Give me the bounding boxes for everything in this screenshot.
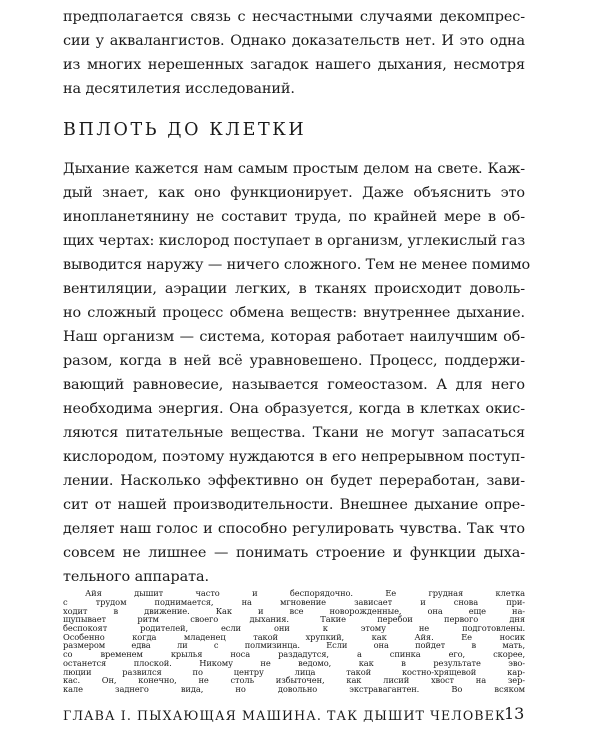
section-heading: ВПЛОТЬ ДО КЛЕТКИ bbox=[63, 120, 307, 140]
text-line: Дыхание кажется нам самым простым делом на свете. Каж- bbox=[63, 161, 525, 177]
text-line: инопланетянину не составит труда, по крайней мере в об- bbox=[63, 209, 525, 225]
text-line: лении. Насколько эффективно он будет переработан, зави- bbox=[63, 473, 525, 489]
text-line: щих чертах: кислород поступает в организм, углекислый газ bbox=[63, 233, 526, 249]
text-line: Айя дышит часто и беспорядочно. Ее грудная клетка bbox=[85, 588, 525, 598]
text-line: но сложный процесс обмена веществ: внутреннее дыхание. bbox=[63, 305, 525, 321]
text-line: сии у аквалангистов. Однако доказательств нет. И это одна bbox=[63, 33, 525, 49]
text-line: Наш организм — система, которая работает наилучшим об- bbox=[63, 329, 525, 345]
text-line: предполагается связь с несчастными случаями декомпрес- bbox=[63, 9, 525, 25]
text-line: Особенно когда младенец такой хрупкий, как Айя. Ее носик bbox=[63, 631, 525, 642]
text-line: совсем не лишнее — понимать строение и функции дыха- bbox=[63, 545, 525, 561]
text-line: кас. Он, конечно, не столь избыточен, как лисий хвост на зер- bbox=[63, 675, 525, 686]
text-line: необходима энергия. Она образуется, когда в клетках окис- bbox=[63, 401, 525, 417]
text-line: дый знает, как оно функционирует. Даже объяснить это bbox=[63, 185, 525, 201]
text-line: вентиляции, аэрации легких, в тканях происходит доволь- bbox=[63, 281, 525, 297]
text-line: ходит в движение. Как и все новорожденные, она еще на- bbox=[63, 605, 525, 616]
text-line: люции развился по центру лица такой костно-хрящевой кар- bbox=[63, 666, 525, 677]
text-line: разом, когда в ней всё уравновешено. Процесс, поддержи- bbox=[63, 353, 525, 369]
text-line: сит от нашей производительности. Внешнее дыхание опре- bbox=[63, 497, 525, 513]
page-number: 13 bbox=[504, 704, 525, 723]
text-line: вающий равновесие, называется гомеостазом. А для него bbox=[63, 377, 525, 393]
text-line: ляются питательные вещества. Ткани не могут запасаться bbox=[63, 425, 525, 441]
text-line: щупывает ритм своего дыхания. Такие перебои первого дня bbox=[63, 614, 525, 625]
text-line: размером едва ли с полмизинца. Если она пойдет в мать, bbox=[63, 640, 525, 651]
text-line: останется плоской. Никому не ведомо, как в результате эво- bbox=[63, 657, 525, 668]
text-line: выводится наружу — ничего сложного. Тем не менее помимо bbox=[63, 257, 531, 273]
running-title: ГЛАВА I. ПЫХАЮЩАЯ МАШИНА. ТАК ДЫШИТ ЧЕЛОВЕК bbox=[63, 708, 506, 723]
text-line: на десятилетия исследований. bbox=[63, 81, 295, 97]
text-line: деляет наш голос и способно регулировать чувства. Так что bbox=[63, 521, 525, 537]
text-line: со временем крылья носа раздадутся, а спинка его, скорее, bbox=[63, 649, 525, 660]
text-line: кале заднего вида, но довольно экстравагантен. Во всяком bbox=[63, 684, 525, 694]
text-line: кислородом, поэтому нуждаются в его непрерывном поступ- bbox=[63, 449, 525, 465]
text-line: беспокоят родителей, если они к этому не подготовлены. bbox=[63, 622, 525, 633]
text-line: из многих нерешенных загадок нашего дыхания, несмотря bbox=[63, 57, 525, 73]
text-line: с трудом поднимается, на мгновение зависает и снова при- bbox=[63, 596, 525, 607]
text-line: тельного аппарата. bbox=[63, 569, 209, 585]
